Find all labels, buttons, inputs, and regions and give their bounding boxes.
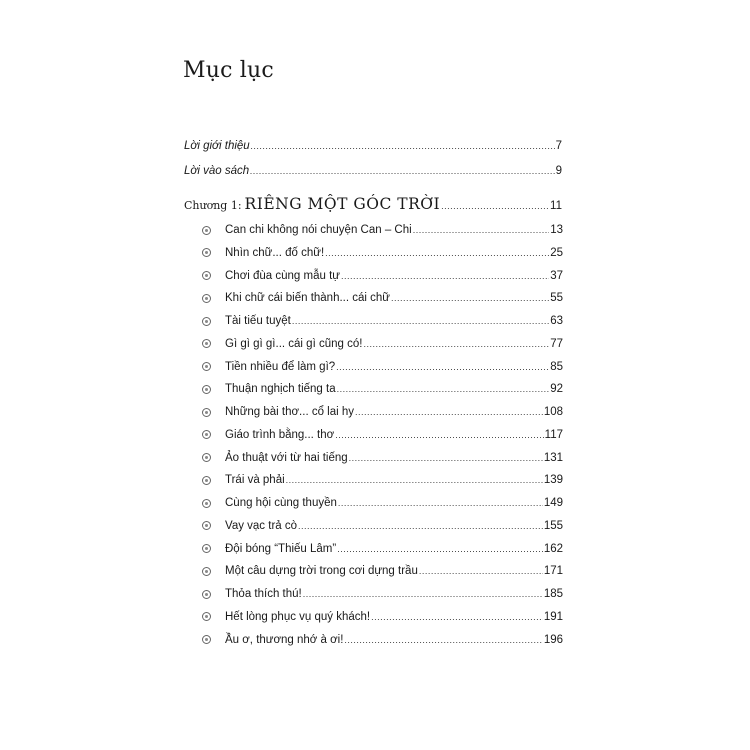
toc-entry[interactable] (202, 633, 563, 647)
flower-bullet-icon (202, 294, 211, 303)
dot-leader (337, 542, 543, 556)
toc-label: Thuận nghịch tiếng ta (225, 383, 336, 396)
toc-page-number: 139 (543, 474, 563, 487)
toc-entry[interactable] (202, 360, 563, 374)
dot-leader (298, 519, 543, 533)
toc-label: Cùng hội cùng thuyền (225, 497, 337, 509)
dot-leader (337, 382, 550, 396)
chapter-prefix: Chương 1: (184, 199, 242, 212)
toc-entry[interactable] (202, 223, 563, 237)
toc-label: Gì gì gì gì... cái gì cũng có! (225, 337, 363, 350)
chapter-title: RIÊNG MỘT GÓC TRỜI (244, 195, 441, 213)
flower-bullet-icon (202, 635, 211, 644)
dot-leader (325, 246, 549, 260)
toc-front-item[interactable] (184, 139, 562, 153)
toc-page-number: 191 (543, 610, 563, 623)
toc-label: Vay vạc trả cò (225, 519, 298, 532)
flower-bullet-icon (202, 453, 211, 462)
flower-bullet-icon (202, 544, 211, 553)
toc-entry[interactable] (202, 473, 563, 487)
toc-label: Thỏa thích thú! (225, 588, 302, 600)
dot-leader (251, 139, 555, 153)
toc-entry[interactable] (202, 542, 563, 556)
toc-entry[interactable] (202, 246, 563, 260)
flower-bullet-icon (202, 590, 211, 599)
flower-bullet-icon (202, 271, 211, 280)
dot-leader (355, 405, 543, 419)
flower-bullet-icon (202, 226, 211, 235)
toc-page-number: 108 (543, 406, 563, 418)
toc-label: Lời giới thiệu (184, 140, 250, 152)
toc-label: Chơi đùa cùng mẫu tự (225, 269, 340, 282)
page-title: Mục lục (183, 58, 274, 83)
flower-bullet-icon (202, 521, 211, 530)
toc-label: Giáo trình bằng... thơ (225, 428, 335, 441)
toc-page-number: 131 (543, 451, 563, 464)
toc-page-number: 171 (543, 565, 563, 578)
dot-leader (338, 496, 543, 510)
toc-page-number: 149 (543, 497, 563, 509)
dot-leader (292, 314, 549, 328)
dot-leader (419, 564, 543, 578)
flower-bullet-icon (202, 612, 211, 621)
toc-page-number: 13 (550, 224, 563, 236)
dot-leader (336, 360, 549, 374)
toc-entry[interactable] (202, 451, 563, 465)
toc-chapter-heading[interactable] (184, 197, 562, 213)
toc-label: Ảo thuật với từ hai tiếng (225, 451, 348, 464)
toc-entry[interactable] (202, 314, 563, 328)
toc-entry[interactable] (202, 428, 563, 442)
toc-entry[interactable] (202, 519, 563, 533)
toc-label: Tài tiếu tuyệt (225, 315, 291, 327)
toc-entry[interactable] (202, 405, 563, 419)
toc-entry[interactable] (202, 496, 563, 510)
toc-page-number: 37 (550, 269, 563, 282)
toc-page-number: 185 (543, 588, 563, 600)
toc-page-number: 117 (544, 428, 563, 441)
toc-entry[interactable] (202, 564, 563, 578)
flower-bullet-icon (202, 317, 211, 326)
toc-label: Những bài thơ... cổ lai hy (225, 406, 355, 418)
dot-leader (303, 587, 543, 601)
toc-page-number: 55 (550, 292, 563, 305)
dot-leader (391, 291, 549, 305)
toc-front-item[interactable] (184, 164, 562, 178)
flower-bullet-icon (202, 362, 211, 371)
toc-page-number: 85 (550, 360, 563, 373)
dot-leader (441, 199, 549, 213)
flower-bullet-icon (202, 476, 211, 485)
dot-leader (363, 337, 549, 351)
toc-label: Ầu ơ, thương nhớ à ơi! (225, 633, 344, 646)
toc-page-number: 25 (550, 246, 563, 259)
flower-bullet-icon (202, 430, 211, 439)
toc-label: Khi chữ cái biến thành... cái chữ (225, 292, 390, 305)
toc-page-number: 92 (550, 383, 563, 396)
toc-entry[interactable] (202, 337, 563, 351)
toc-label: Lời vào sách (184, 165, 250, 177)
toc-label: Trái và phải (225, 474, 285, 487)
toc-label: Hết lòng phục vụ quý khách! (225, 610, 371, 623)
toc-page-number: 7 (555, 140, 562, 152)
toc-entry[interactable] (202, 291, 563, 305)
dot-leader (344, 633, 542, 647)
flower-bullet-icon (202, 408, 211, 417)
flower-bullet-icon (202, 385, 211, 394)
flower-bullet-icon (202, 248, 211, 257)
toc-page-number: 11 (550, 200, 562, 212)
dot-leader (371, 610, 543, 624)
toc-entry[interactable] (202, 610, 563, 624)
dot-leader (413, 223, 550, 237)
toc-entry[interactable] (202, 587, 563, 601)
dot-leader (341, 269, 549, 283)
flower-bullet-icon (202, 499, 211, 508)
toc-page-number: 196 (543, 633, 563, 646)
toc-page-number: 9 (555, 165, 562, 177)
toc-label: Can chi không nói chuyện Can – Chi (225, 224, 412, 236)
dot-leader (349, 451, 543, 465)
toc-page-number: 63 (550, 315, 563, 327)
toc-label: Đội bóng “Thiếu Lâm” (225, 542, 337, 555)
toc-label: Nhìn chữ... đố chữ! (225, 246, 325, 259)
toc-page-number: 155 (543, 519, 563, 532)
dot-leader (286, 473, 543, 487)
flower-bullet-icon (202, 567, 211, 576)
flower-bullet-icon (202, 339, 211, 348)
toc-label: Tiền nhiều để làm gì? (225, 360, 336, 373)
toc-label: Một câu dựng trời trong cơi dựng trầu (225, 565, 418, 578)
toc-page-number: 77 (550, 337, 563, 350)
dot-leader (335, 428, 543, 442)
dot-leader (250, 164, 554, 178)
toc-entry[interactable] (202, 382, 563, 396)
toc-page-number: 162 (543, 542, 563, 555)
toc-entry[interactable] (202, 269, 563, 283)
